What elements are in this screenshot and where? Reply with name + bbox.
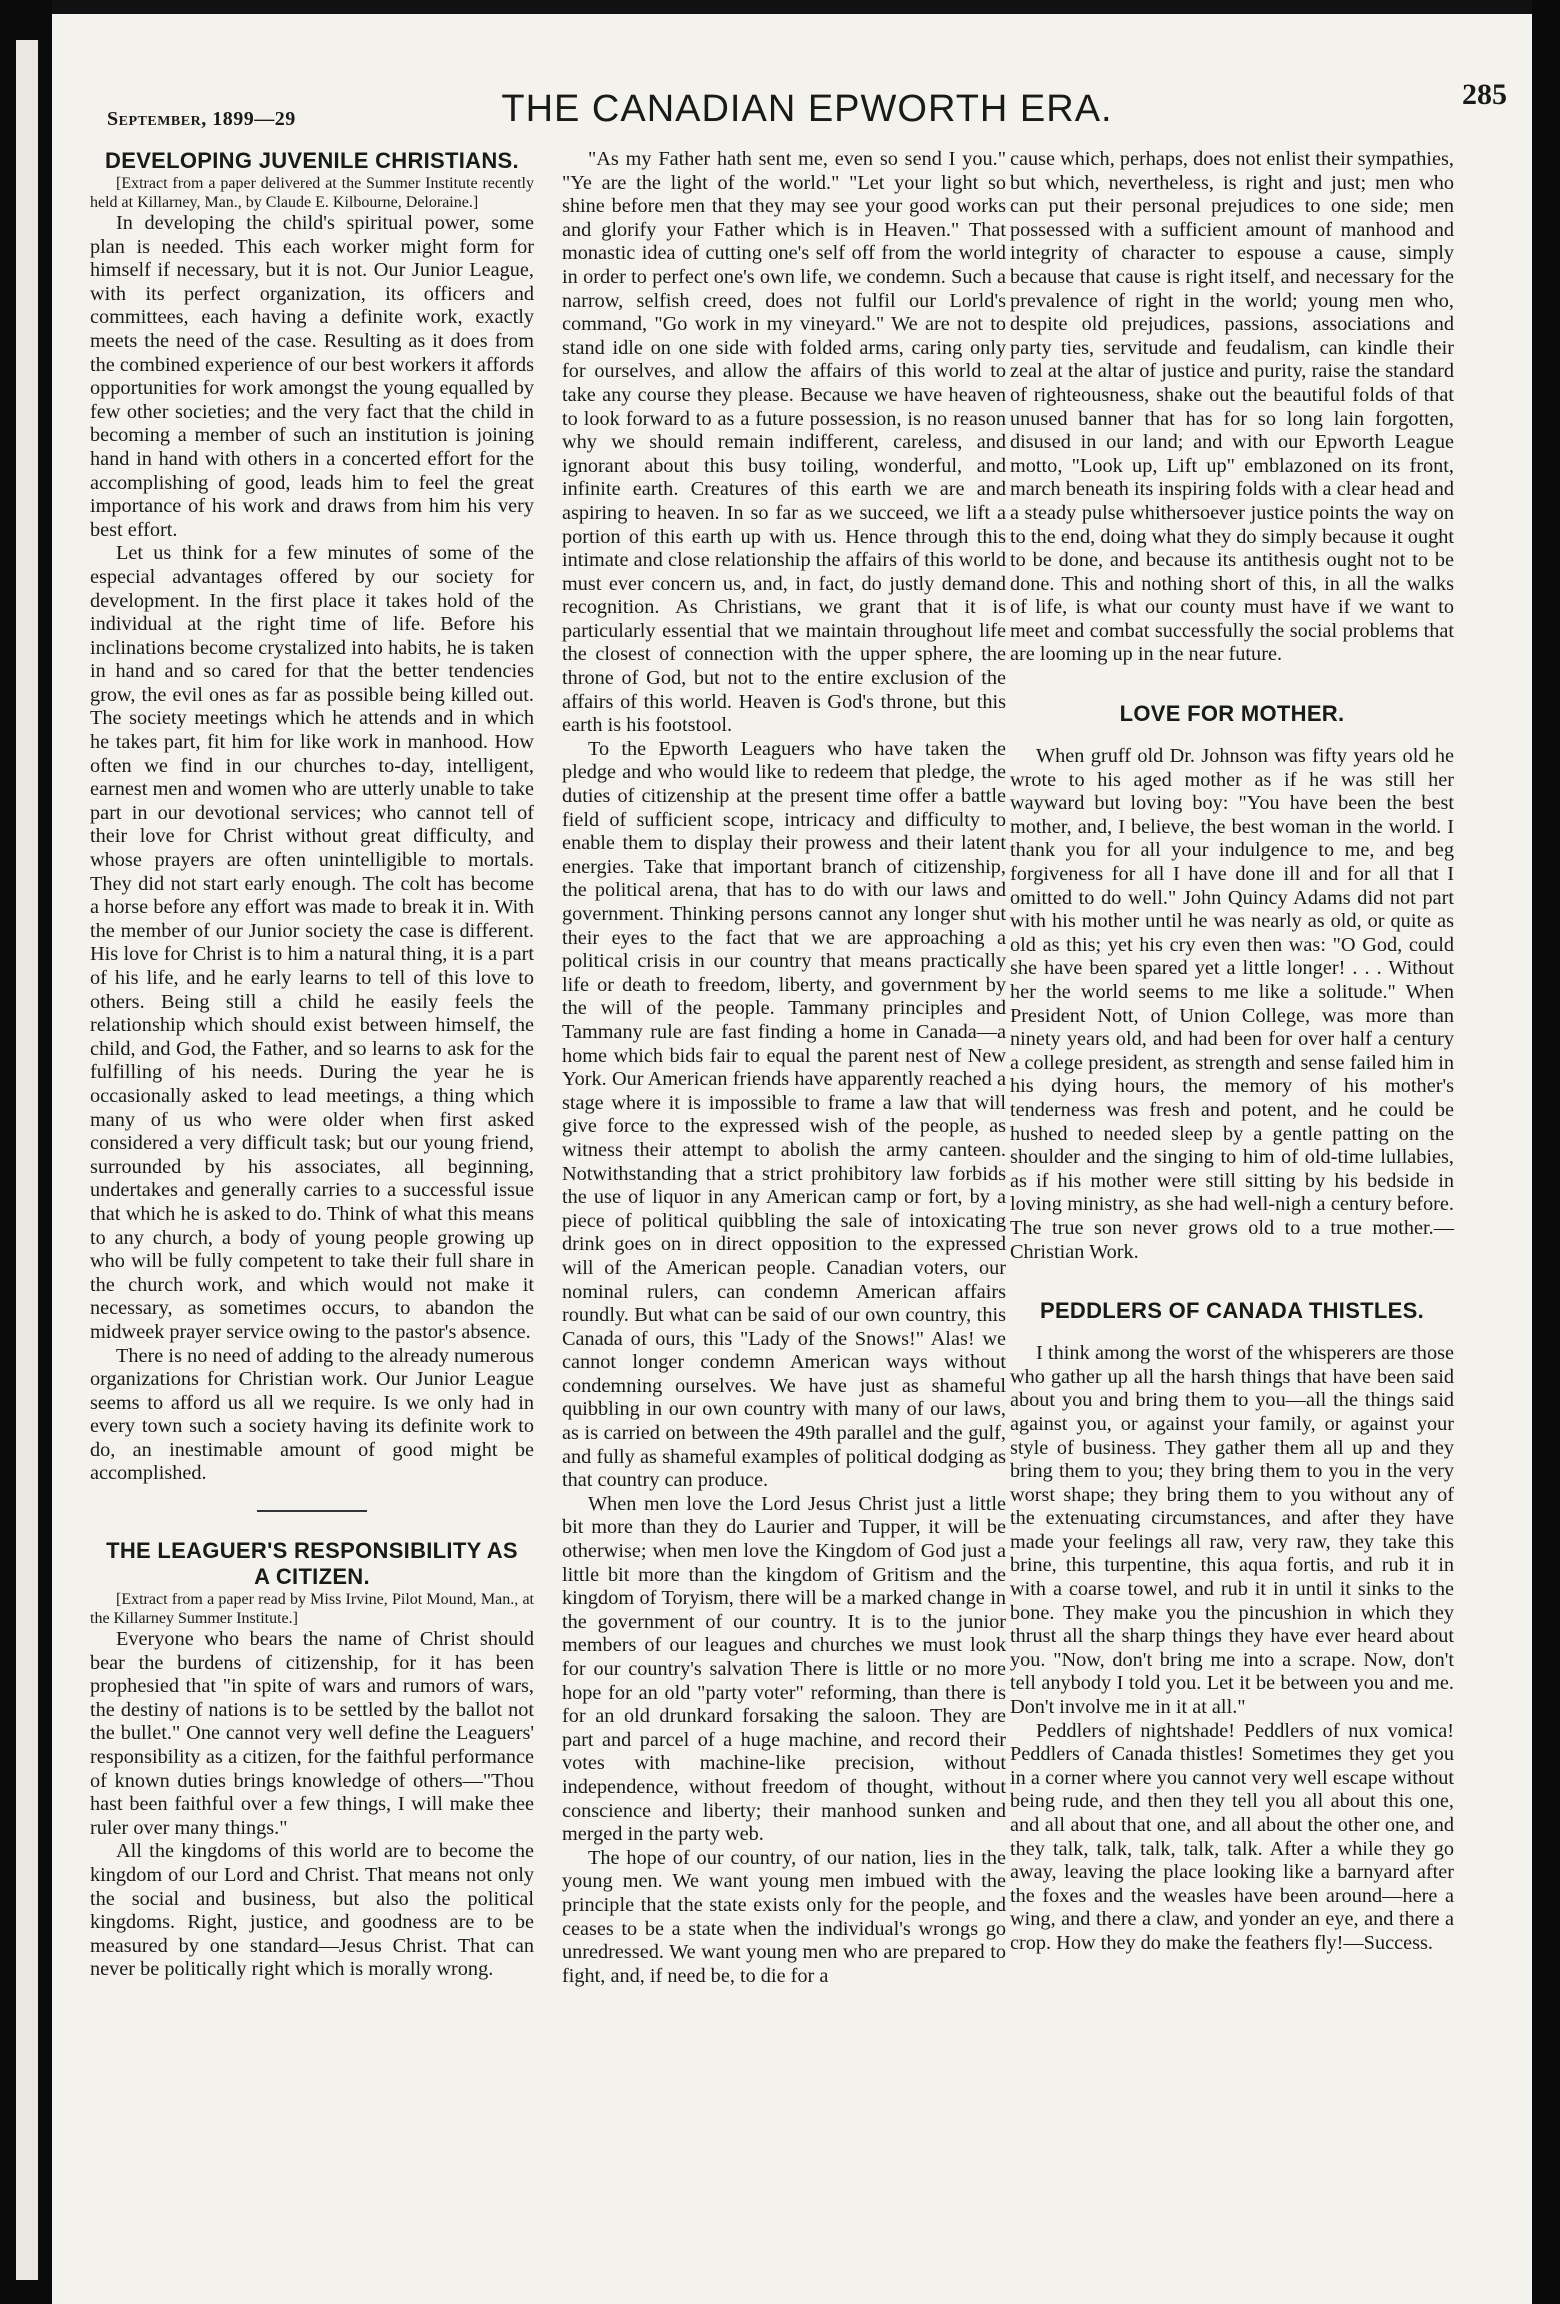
article-title: LOVE FOR MOTHER. [1119, 701, 1345, 727]
paragraph: When men love the Lord Jesus Christ just a little bit more than they do Laurier and Tupper, it will be otherwise; when men love the Kingdom of God just a little bit more than the kingdom of Gritism and the kingdom of Toryism, there will be a marked change in the government of our country. It is to the junior members of our leagues and churches we must look for our country's salvation There is little or no more hope for an old "party voter" reforming, than there is for an old drunkard forsaking the saloon. They are part and parcel of a huge machine, and record their votes with machine-like precision, without independence, without freedom of thought, without conscience and liberty; their manhood sunken and merged in the party web. [562, 1492, 1006, 1846]
spacer [1010, 1264, 1454, 1298]
publication-title: THE CANADIAN EPWORTH ERA. [501, 88, 1113, 130]
section-divider [257, 1510, 367, 1512]
spacer [1010, 667, 1454, 701]
scan-left-edge [0, 0, 52, 2304]
issue-date: September, 1899—29 [107, 108, 296, 130]
newspaper-page [52, 14, 1532, 2304]
column-2 [562, 148, 1006, 1988]
page-number: 285 [1462, 78, 1507, 111]
paragraph: I think among the worst of the whisperers are those who gather up all the harsh things that have been said about you and bring them to you—all the things said against you, or against your family, or against your style of business. They gather them all up and they bring them to you; they bring them to you in the very worst shape; they bring them to you without any of the extenuating circumstances, and after they have made your feelings all raw, very raw, they take this brine, this turpentine, this aqua fortis, and rub it in with a coarse towel, and rub it in until it sinks to the bone. They make you the pincushion in which they thrust all the sharp things they have ever heard about you. "Now, don't bring me into a scrape. Now, don't tell anybody I told you. Let it be between you and me. Don't involve me in it at all." [1010, 1342, 1454, 1719]
spacer [1010, 1324, 1454, 1342]
paragraph: In developing the child's spiritual power, some plan is needed. This each worker might form for himself if necessary, but it is not. Our Junior League, with its perfect organization, its officers and committees, each having a definite work, exactly meets the need of the case. Resulting as it does from the combined experience of our best workers it affords opportunities for work amongst the young equalled by few other societies; and the very fact that the child in becoming a member of such an institution is joining hand in hand with others in a concerted effort for the accomplishing of good, leads him to feel the great importance of his work and draws from him his very best effort. [90, 212, 534, 541]
article-title-line: A CITIZEN. [254, 1564, 370, 1590]
paragraph: To the Epworth Leaguers who have taken the pledge and who would like to redeem that pledge, the duties of citizenship at the present time offer a battle field of sufficient scope, intricacy and difficulty to enable them to display their prowess and their latent energies. Take that important branch of citizenship, the political arena, that has to do with our laws and government. Thinking persons cannot any longer shut their eyes to the fact that we are approaching a political crisis in our country that means practically life or death to freedom, liberty, and government by the will of the people. Tammany principles and Tammany rule are fast finding a home in Canada—a home which bids fair to equal the parent nest of New York. Our American friends have apparently reached a stage where it is impossible to frame a law that will give force to the expressed wish of the people, as witness their attempt to abolish the army canteen. Notwithstanding that a strict prohibitory law forbids the use of liquor in any American camp or fort, by a piece of political quibbling the sale of intoxicating drink goes on in direct opposition to the expressed will of the American people. Canadian voters, our nominal rulers, can condemn American affairs roundly. But what can be said of our own country, this Canada of ours, this "Lady of the Snows!" Alas! we cannot longer condemn American ways without condemning ourselves. We have just as shameful quibbling in our own country with many of our laws, as is carried on between the 49th parallel and the gulf, and fully as shameful examples of political dodging as that country can produce. [562, 737, 1006, 1492]
spacer [1010, 727, 1454, 745]
paragraph: When gruff old Dr. Johnson was fifty years old he wrote to his aged mother as if he was still her wayward but loving boy: "You have been the best mother, and, I believe, the best woman in the world. I thank you for all your indulgence to me, and beg forgiveness for all I have done ill and for all that I omitted to do well." John Quincy Adams did not part with his mother until he was nearly as old, or quite as old as this; yet his cry even then was: "O God, could she have been spared yet a little longer! . . . Without her the world seems to me like a solitude." When President Nott, of Union College, was more than ninety years old, and had been for over half a century a college president, as strength and sense failed him in his dying hours, the memory of his mother's tenderness was fresh and potent, and he could be hushed to needed sleep by a gentle patting on the shoulder and the singing to him of old-time lullabies, as if his mother were still sitting by his bedside in loving ministry, as she had well-nigh a century before. The true son never grows old to a true mother.—Christian Work. [1010, 745, 1454, 1263]
article-title: DEVELOPING JUVENILE CHRISTIANS. [105, 148, 519, 173]
article-title [90, 1538, 534, 1590]
paragraph: Let us think for a few minutes of some of the especial advantages offered by our society for development. In the first place it takes hold of the individual at the right time of life. Before his inclinations become crystalized into habits, he is taken in hand and so cared for that the better tendencies grow, the evil ones as far as possible being killed out. The society meetings which he attends and in which he takes part, fit him for like work in manhood. How often we find in our churches to-day, intelligent, earnest men and women who are utterly unable to take part in our devotional services; who cannot tell of their love for Christ without great difficulty, and whose prayers are often unintelligible to mortals. They did not start early enough. The colt has become a horse before any effort was made to break it in. With the member of our Junior society the case is different. His love for Christ is to him a natural thing, it is a part of his life, and he early learns to tell of this love to others. Being still a child he easily feels the relationship which should exist between himself, the child, and God, the Father, and so learns to ask for the fulfilling of his needs. During the year he is occasionally asked to lead meetings, a thing which many of us who were older when first asked considered a very difficult task; but our young friend, surrounded by his associates, all beginning, undertakes and generally carries to a successful issue that which he is asked to do. Think of what this means to any church, a body of young people growing up who will be fully competent to take their full share in the church work, and which would not make it necessary, as sometimes occurs, to abandon the midweek prayer service owing to the pastor's absence. [90, 542, 534, 1343]
paragraph: Everyone who bears the name of Christ should bear the burdens of citizenship, for it has been prophesied that "in spite of wars and rumors of wars, the destiny of nations is to be settled by the ballot not the bullet." One cannot very well define the Leaguers' responsibility as a citizen, for the faithful performance of known duties brings knowledge of others—"Thou hast been faithful over a few things, I will make thee ruler over many things." [90, 1628, 534, 1839]
scan-right-edge [1532, 0, 1560, 2304]
page-edge [16, 40, 38, 2280]
article-note: [Extract from a paper delivered at the Summer Institute recently held at Killarney, Man., by Claude E. Kilbourne, Deloraine.] [90, 175, 534, 211]
article-note: [Extract from a paper read by Miss Irvine, Pilot Mound, Man., at the Killarney Summer Institute.] [90, 1591, 534, 1628]
paragraph: "As my Father hath sent me, even so send I you." "Ye are the light of the world." "Let your light so shine before men that they may see your good works and glorify your Father which is in Heaven." That monastic idea of cutting one's self off from the world in order to perfect one's own life, we condemn. Such a narrow, selfish creed, does not fulfil our Lorld's command, "Go work in my vineyard." We are not to stand idle on one side with folded arms, caring only for ourselves, and allow the affairs of this world to take any course they please. Because we have heaven to look forward to as a future possession, is no reason why we should remain indifferent, careless, and ignorant about this busy toiling, wonderful, and infinite earth. Creatures of this earth we are and aspiring to heaven. In so far as we succeed, we lift a portion of this earth up with us. Hence through this intimate and close relationship the affairs of this world must ever concern us, and, in fact, do justly demand recognition. As Christians, we grant that it is particularly essential that we maintain throughout life the closest of connection with the upper sphere, the throne of God, but not to the entire exclusion of the affairs of this world. Heaven is God's throne, but this earth is his footstool. [562, 148, 1006, 737]
paragraph: All the kingdoms of this world are to become the kingdom of our Lord and Christ. That means not only the social and business, but also the political kingdoms. Right, justice, and goodness are to be measured by one standard—Jesus Christ. That can never be politically right which is morally wrong. [90, 1840, 534, 1981]
paragraph: There is no need of adding to the already numerous organizations for Christian work. Our Junior League seems to afford us all we require. Is we only had in every town such a society having its definite work to do, an inestimable amount of good might be accomplished. [90, 1344, 534, 1485]
paragraph: The hope of our country, of our nation, lies in the young men. We want young men imbued with the principle that the state exists only for the people, and ceases to be a state when the individual's wrongs go unredressed. We want young men who are prepared to fight, and, if need be, to die for a [562, 1846, 1006, 1987]
article-title-line: THE LEAGUER'S RESPONSIBILITY AS [106, 1538, 518, 1564]
column-1 [90, 148, 534, 1982]
running-head [107, 78, 1507, 138]
column-3 [1010, 148, 1454, 1956]
paragraph: Peddlers of nightshade! Peddlers of nux vomica! Peddlers of Canada thistles! Sometimes they get you in a corner where you cannot very well escape without being rude, and then they tell you all about this one, and all about that one, and all about the other one, and they talk, talk, talk, talk, talk. After a while they go away, leaving the place looking like a barnyard after the foxes and the weasles have been around—here a wing, and there a claw, and yonder an eye, and there a crop. How they do make the feathers fly!—Success. [1010, 1719, 1454, 1954]
paragraph-continued: cause which, perhaps, does not enlist their sympathies, but which, nevertheless, is right and just; men who can put their personal prejudices to one side; men possessed with a sufficient amount of manhood and integrity of character to espouse a cause, simply because that cause is right itself, and necessary for the prevalence of right in the world; young men who, despite old prejudices, passions, associations and party ties, servitude and feudalism, can kindle their zeal at the altar of justice and purity, raise the standard of righteousness, shake out the beautiful folds of that unused banner that has for so long lain forgotten, disused in our land; and with our Epworth League motto, "Look up, Lift up" emblazoned on its front, march beneath its inspiring folds with a clear head and a steady pulse whithersoever justice points the way on to the end, doing what they do simply because it ought to be done, and because its antithesis ought not to be done. This and nothing short of this, in all the walks of life, is what our county must have if we want to meet and combat successfully the social problems that are looming up in the near future. [1010, 148, 1454, 666]
article-title: PEDDLERS OF CANADA THISTLES. [1039, 1298, 1425, 1324]
